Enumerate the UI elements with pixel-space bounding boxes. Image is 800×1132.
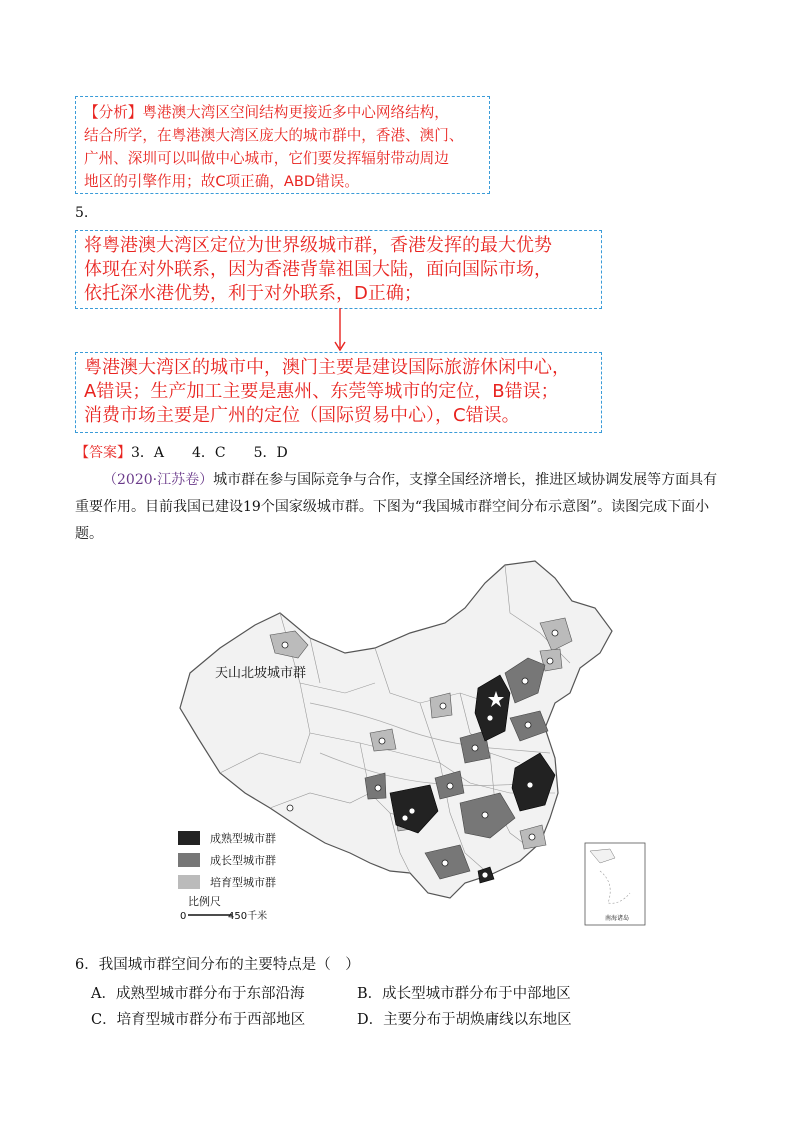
option-d: D．主要分布于胡焕庸线以东地区 [357,1012,572,1028]
analysis-line: 广州、深圳可以叫做中心城市，它们要发挥辐射带动周边 [84,150,449,167]
option-a: A．成熟型城市群分布于东部沿海 [91,986,305,1002]
question-source: （2020·江苏卷） [103,472,214,488]
legend-growing: 成长型城市群 [210,854,276,867]
explanation-box-cities [75,352,602,433]
explanation-line: 依托深水港优势，利于对外联系，D正确； [84,283,422,304]
answer-line [75,442,288,462]
analysis-line: 【分析】粤港澳大湾区空间结构更接近多中心网络结构， [84,104,449,121]
explanation-line: 体现在对外联系，因为香港背靠祖国大陆，面向国际市场， [84,259,552,280]
scale-title: 比例尺 [188,895,221,908]
south-china-sea-inset [585,843,645,925]
tianshan-label: 天山北坡城市群 [215,666,307,681]
explanation-box-hongkong [75,230,602,309]
option-b: B．成长型城市群分布于中部地区 [357,986,571,1002]
explanation-line: A错误；生产加工主要是惠州、东莞等城市的定位，B错误； [84,381,559,402]
scale-zero: 0 [180,911,187,922]
explanation-line: 将粤港澳大湾区定位为世界级城市群，香港发挥的最大优势 [84,235,552,256]
answer-text: 3．A 4．C 5．D [131,445,288,461]
explanation-line: 消费市场主要是广州的定位（国际贸易中心），C错误。 [84,405,520,426]
question-intro [75,467,725,548]
legend-mature: 成熟型城市群 [210,832,276,845]
scale-value: 450千米 [228,911,268,922]
legend-cultivating: 培育型城市群 [210,876,276,889]
arrow-down-icon [330,308,350,354]
answer-label: 【答案】 [75,445,131,461]
inset-label: 南海诸岛 [605,915,630,922]
china-city-cluster-map [160,553,650,933]
analysis-line: 地区的引擎作用；故C项正确，ABD错误。 [84,173,359,190]
analysis-box [75,96,490,194]
question-5-number: 5. [75,205,89,221]
option-c: C．培育型城市群分布于西部地区 [91,1012,306,1028]
intro-text: 城市群在参与国际竞争与合作，支撑全国经济增长，推进区域协调发展等方面具有重要作用。目前我国已建设19个国家级城市群。下图为“我国城市群空间分布示意图”。读图完成下面小题。 [75,472,718,542]
analysis-line: 结合所学，在粤港澳大湾区庞大的城市群中，香港、澳门、 [84,127,464,144]
explanation-line: 粤港澳大湾区的城市中，澳门主要是建设国际旅游休闲中心， [84,357,570,378]
question-6-stem: 6．我国城市群空间分布的主要特点是（ ） [75,957,360,973]
